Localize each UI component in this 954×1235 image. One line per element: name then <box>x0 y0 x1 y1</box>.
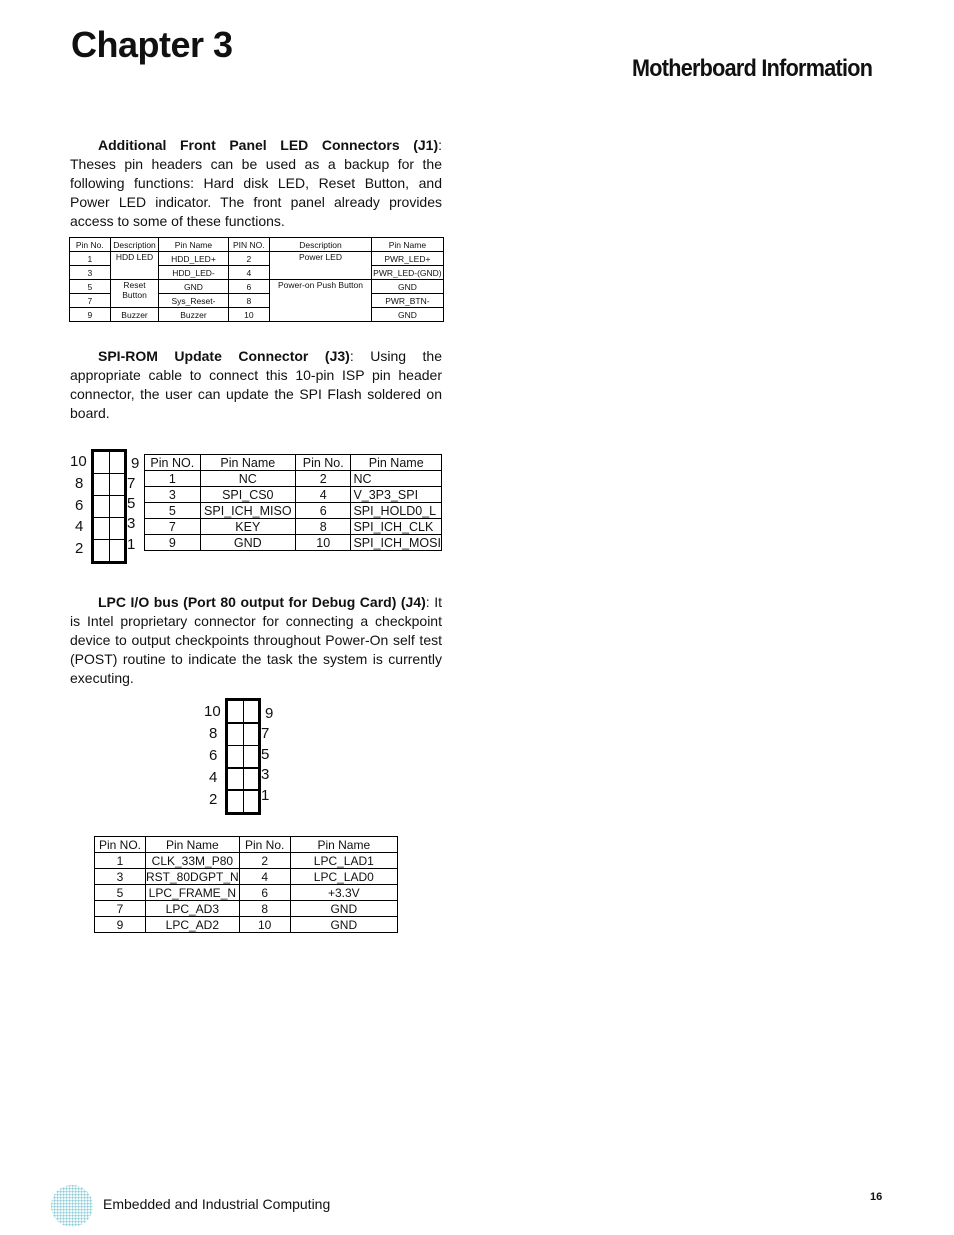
j1-header-description: Description <box>110 238 159 252</box>
table-cell: 8 <box>228 294 270 308</box>
j3-pin-label: 9 <box>131 455 140 472</box>
table-cell: 9 <box>145 535 201 551</box>
j3-paragraph <box>70 347 442 423</box>
table-cell: 2 <box>296 471 351 487</box>
j4-heading: LPC I/O bus (Port 80 output for Debug Card) (J4) <box>98 594 426 610</box>
j4-header-pin-name-2: Pin Name <box>290 837 397 853</box>
table-cell: 4 <box>228 266 270 280</box>
j4-pin-label: 3 <box>261 766 270 783</box>
table-row <box>95 917 398 933</box>
j4-header-pin-no-2: Pin No. <box>239 837 290 853</box>
j3-pin-label: 10 <box>70 453 87 470</box>
table-cell: 10 <box>296 535 351 551</box>
j3-text: : Using the appropriate cable to connect this 10-pin ISP pin header connector, the user can update the SPI Flash soldered on board. <box>70 348 442 421</box>
j3-pin-label: 4 <box>75 518 84 535</box>
j4-pin-label: 6 <box>209 747 218 764</box>
j4-header-pin-no: Pin NO. <box>95 837 146 853</box>
table-cell: SPI_ICH_CLK <box>351 519 442 535</box>
table-cell: 6 <box>239 885 290 901</box>
table-cell: LPC_AD3 <box>146 901 240 917</box>
j3-pin-label: 3 <box>127 515 136 532</box>
table-cell: 7 <box>70 294 111 308</box>
j1-header-pin-name: Pin Name <box>159 238 228 252</box>
table-row <box>95 869 398 885</box>
table-cell: 8 <box>296 519 351 535</box>
j3-header-pin-no-2: Pin No. <box>296 455 351 471</box>
j1-header-pin-no-2: PIN NO. <box>228 238 270 252</box>
j4-pin-label: 8 <box>209 725 218 742</box>
j1-text: : Theses pin headers can be used as a backup for the following functions: Hard disk LED, Reset Button, and Power LED indicator. The front panel already provides access to some of these functions. <box>70 137 442 229</box>
table-cell: 6 <box>228 280 270 294</box>
table-cell: 3 <box>70 266 111 280</box>
j3-pin-label: 8 <box>75 475 84 492</box>
j4-pin-label: 10 <box>204 703 221 720</box>
table-cell: GND <box>200 535 295 551</box>
j4-header-pin-name: Pin Name <box>146 837 240 853</box>
table-cell: LPC_LAD0 <box>290 869 397 885</box>
table-cell: RST_80DGPT_N <box>146 869 239 884</box>
j3-header-pin-no: Pin NO. <box>145 455 201 471</box>
table-row <box>95 901 398 917</box>
table-cell: 10 <box>228 308 270 322</box>
table-cell: GND <box>371 280 443 294</box>
table-cell: GND <box>371 308 443 322</box>
table-row <box>95 853 398 869</box>
table-cell: 7 <box>95 901 146 917</box>
table-cell: PWR_BTN- <box>371 294 443 308</box>
table-cell: 8 <box>239 901 290 917</box>
table-cell: Reset Button <box>110 280 159 308</box>
table-row <box>95 885 398 901</box>
j3-pin-label: 5 <box>127 495 136 512</box>
table-row <box>145 503 442 519</box>
j3-pin-header-diagram <box>91 449 127 564</box>
table-cell: GND <box>159 280 228 294</box>
j4-paragraph <box>70 593 442 688</box>
table-cell: LPC_FRAME_N <box>146 885 240 901</box>
table-cell: 9 <box>70 308 111 322</box>
j1-heading: Additional Front Panel LED Connectors (J1) <box>98 137 439 153</box>
globe-dots-icon <box>50 1184 94 1228</box>
section-title: Motherboard Information <box>632 55 873 82</box>
j4-pin-label: 5 <box>261 746 270 763</box>
table-cell: SPI_ICH_MISO <box>200 503 295 519</box>
table-cell: LPC_LAD1 <box>290 853 397 869</box>
j4-text: : It is Intel proprietary connector for connecting a checkpoint device to output checkpoints throughout Power-On self test (POST) routine to indicate the task the system is currently executing. <box>70 594 442 686</box>
table-cell: GND <box>290 901 397 917</box>
table-row <box>145 535 442 551</box>
table-cell: HDD LED <box>110 252 159 280</box>
table-cell: V_3P3_SPI <box>351 487 442 503</box>
footer-text: Embedded and Industrial Computing <box>103 1196 331 1212</box>
table-cell: CLK_33M_P80 <box>146 853 240 869</box>
table-cell: HDD_LED+ <box>159 252 228 266</box>
j4-pin-label: 2 <box>209 791 218 808</box>
table-cell: KEY <box>200 519 295 535</box>
table-cell: Buzzer <box>110 308 159 322</box>
table-cell: 6 <box>296 503 351 519</box>
table-cell: 5 <box>95 885 146 901</box>
table-cell: HDD_LED- <box>159 266 228 280</box>
j4-pin-label: 9 <box>265 705 274 722</box>
table-cell: 4 <box>296 487 351 503</box>
j4-pin-label: 7 <box>261 725 270 742</box>
table-row <box>145 519 442 535</box>
j3-header-pin-name: Pin Name <box>200 455 295 471</box>
j4-pin-table <box>94 836 398 933</box>
j3-pin-label: 6 <box>75 497 84 514</box>
table-cell: 5 <box>145 503 201 519</box>
j4-pin-header-diagram <box>225 698 261 815</box>
table-cell: 10 <box>239 917 290 933</box>
table-cell: LPC_AD2 <box>146 917 240 933</box>
table-cell: 1 <box>95 853 146 869</box>
j3-pin-label: 2 <box>75 540 84 557</box>
table-cell: Sys_Reset- <box>159 294 228 308</box>
table-cell: 2 <box>239 853 290 869</box>
table-cell: SPI_CS0 <box>200 487 295 503</box>
table-cell: SPI_ICH_MOSI <box>351 535 442 551</box>
table-cell: +3.3V <box>290 885 397 901</box>
j1-header-pin-no: Pin No. <box>70 238 111 252</box>
table-row <box>70 280 444 294</box>
j1-header-description-2: Description <box>270 238 372 252</box>
table-cell: Buzzer <box>159 308 228 322</box>
j3-pin-table <box>144 454 442 551</box>
j1-pin-table <box>69 237 444 322</box>
table-cell: SPI_HOLD0_L <box>351 503 442 519</box>
j1-header-pin-name-2: Pin Name <box>371 238 443 252</box>
table-cell: 5 <box>70 280 111 294</box>
j4-pin-label: 1 <box>261 787 270 804</box>
table-row <box>145 471 442 487</box>
table-cell: PWR_LED+ <box>371 252 443 266</box>
table-cell: Power-on Push Button <box>270 280 372 322</box>
table-cell: NC <box>200 471 295 487</box>
table-cell: GND <box>290 917 397 933</box>
table-cell: PWR_LED-(GND) <box>373 267 442 278</box>
j3-heading: SPI-ROM Update Connector (J3) <box>98 348 350 364</box>
j3-header-pin-name-2: Pin Name <box>351 455 442 471</box>
table-cell: NC <box>351 471 442 487</box>
table-cell: 7 <box>145 519 201 535</box>
page-number: 16 <box>870 1191 883 1203</box>
table-cell: 9 <box>95 917 146 933</box>
table-cell: 4 <box>239 869 290 885</box>
table-cell: Power LED <box>270 252 372 280</box>
j3-pin-label: 1 <box>127 536 136 553</box>
table-row <box>145 487 442 503</box>
j4-pin-label: 4 <box>209 769 218 786</box>
table-cell: 3 <box>145 487 201 503</box>
table-row <box>70 252 444 266</box>
table-cell: 2 <box>228 252 270 266</box>
table-cell: 1 <box>70 252 111 266</box>
chapter-title: Chapter 3 <box>71 24 233 65</box>
table-cell: 3 <box>95 869 146 885</box>
table-row <box>70 308 444 322</box>
table-cell: 1 <box>145 471 201 487</box>
j1-paragraph <box>70 136 442 231</box>
j3-pin-label: 7 <box>127 475 136 492</box>
